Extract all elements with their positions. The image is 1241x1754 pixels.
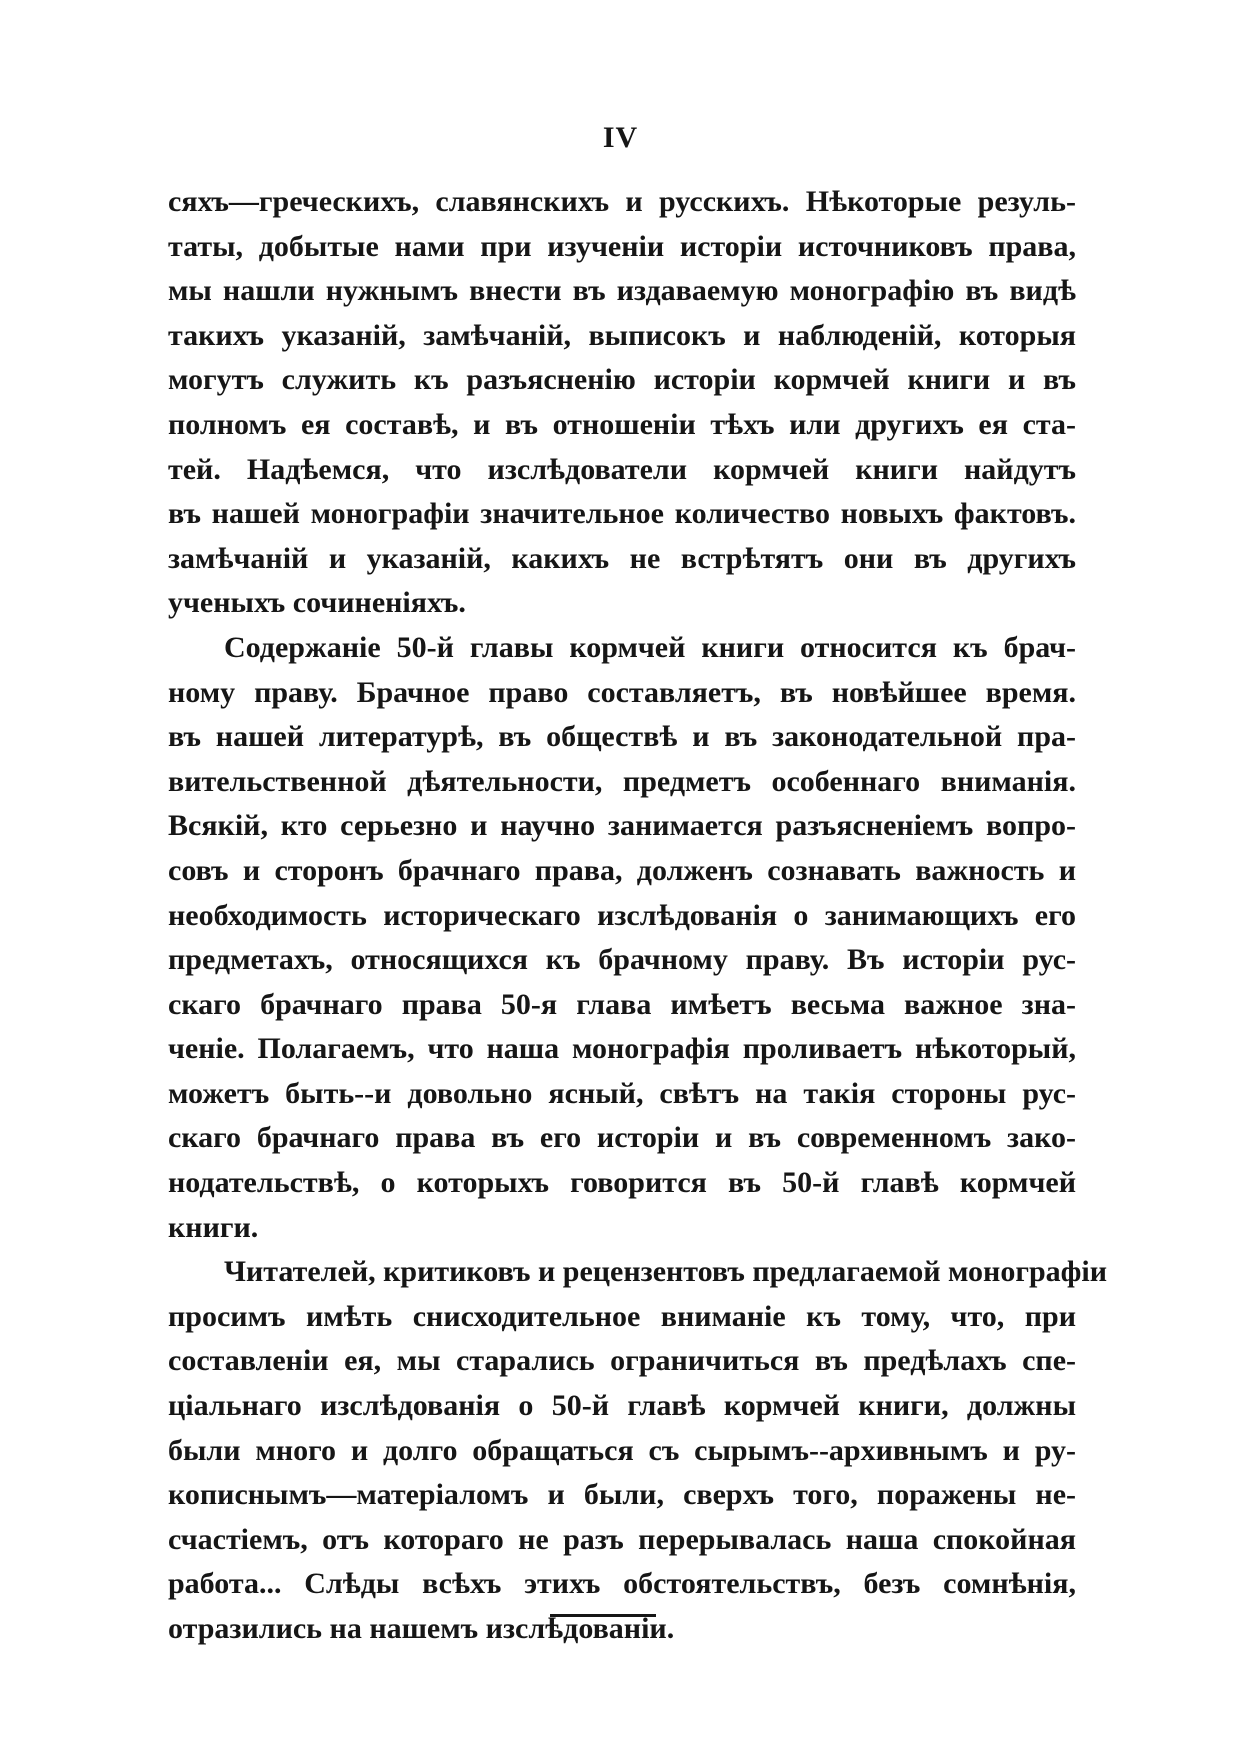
- text-line: сяхъ—греческихъ, славянскихъ и русскихъ. Нѣкоторые резуль-: [168, 185, 1076, 218]
- end-rule: [550, 1614, 656, 1617]
- text-line: предметахъ, относящихся къ брачному праву. Въ исторіи рус-: [168, 943, 1076, 977]
- text-line: составленіи ея, мы старались ограничиться въ предѣлахъ спе-: [168, 1344, 1076, 1378]
- text-line: кописнымъ—матеріаломъ и были, сверхъ того, поражены не-: [168, 1478, 1076, 1512]
- text-line: ченіе. Полагаемъ, что наша монографія проливаетъ нѣкоторый,: [168, 1032, 1076, 1066]
- text-line: просимъ имѣть снисходительное вниманіе къ тому, что, при: [168, 1299, 1076, 1333]
- text-line: Содержаніе 50-й главы кормчей книги относится къ брач-: [224, 630, 1076, 664]
- text-line: можетъ быть--и довольно ясный, свѣтъ на такія стороны рус-: [168, 1076, 1076, 1110]
- text-line: необходимость историческаго изслѣдованія о занимающихъ его: [168, 898, 1076, 932]
- text-line: ному праву. Брачное право составляетъ, въ новѣйшее время.: [168, 675, 1076, 709]
- text-line: совъ и сторонъ брачнаго права, долженъ сознавать важность и: [168, 853, 1076, 887]
- page-number: IV: [602, 121, 639, 154]
- text-line: вительственной дѣятельности, предметъ особеннаго вниманія.: [168, 764, 1076, 798]
- text-line: нодательствѣ, о которыхъ говорится въ 50-й главѣ кормчей: [168, 1166, 1076, 1200]
- text-line: работа... Слѣды всѣхъ этихъ обстоятельствъ, безъ сомнѣнія,: [168, 1567, 1076, 1601]
- text-line: ученыхъ сочиненіяхъ.: [168, 586, 466, 620]
- text-line: мы нашли нужнымъ внести въ издаваемую монографію въ видѣ: [168, 274, 1076, 308]
- text-line: скаго брачнаго права въ его исторіи и въ современномъ зако-: [168, 1121, 1076, 1155]
- paragraph-1: [168, 180, 1076, 626]
- text-line: таты, добытые нами при изученіи исторіи источниковъ права,: [168, 229, 1076, 263]
- text-line: такихъ указаній, замѣчаній, выписокъ и наблюденій, которыя: [168, 318, 1076, 352]
- text-line: Всякій, кто серьезно и научно занимается разъясненіемъ вопро-: [168, 809, 1076, 843]
- text-line: счастіемъ, отъ котораго не разъ перерывалась наша спокойная: [168, 1522, 1076, 1556]
- text-line: были много и долго обращаться съ сырымъ--архивнымъ и ру-: [168, 1433, 1076, 1467]
- text-line: въ нашей монографіи значительное количество новыхъ фактовъ.: [168, 497, 1076, 531]
- text-line: Читателей, критиковъ и рецензентовъ предлагаемой монографіи: [224, 1255, 1108, 1289]
- text-line: отразились на нашемъ изслѣдованіи.: [168, 1612, 675, 1645]
- text-line: тей. Надѣемся, что изслѣдователи кормчей книги найдутъ: [168, 452, 1076, 486]
- text-line: скаго брачнаго права 50-я глава имѣетъ весьма важное зна-: [168, 987, 1076, 1021]
- text-line: могутъ служить къ разъясненію исторіи кормчей книги и въ: [168, 363, 1076, 397]
- text-line: въ нашей литературѣ, въ обществѣ и въ законодательной пра-: [168, 720, 1076, 754]
- text-line: книги.: [168, 1210, 259, 1244]
- text-line: замѣчаній и указаній, какихъ не встрѣтятъ они въ другихъ: [168, 541, 1076, 575]
- paragraph-2: [168, 626, 1076, 1250]
- text-line: полномъ ея составѣ, и въ отношеніи тѣхъ или другихъ ея ста-: [168, 407, 1076, 441]
- paragraph-3: [168, 1250, 1108, 1651]
- body-text: [168, 180, 1108, 1652]
- text-line: ціальнаго изслѣдованія о 50-й главѣ кормчей книги, должны: [168, 1389, 1076, 1423]
